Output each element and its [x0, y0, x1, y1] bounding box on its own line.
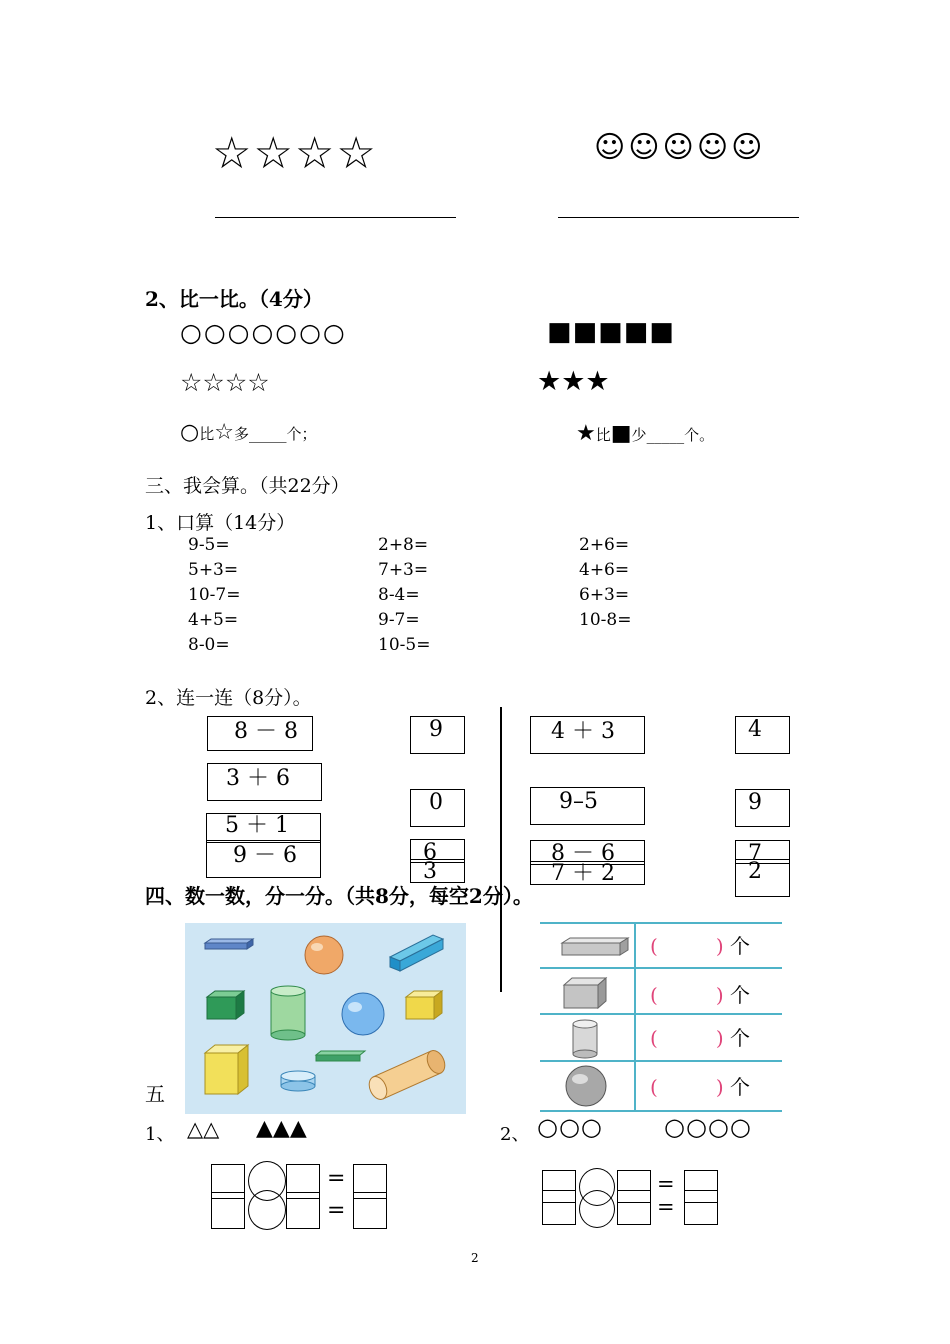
count-row: ( ) 个	[650, 983, 750, 1007]
number-box[interactable]: 7	[735, 840, 790, 864]
divider	[500, 707, 502, 992]
q2-number: 2、	[500, 1124, 530, 1145]
calc: 2+8=	[378, 535, 429, 555]
operator-oval[interactable]	[248, 1190, 286, 1230]
number-box[interactable]: 9	[410, 716, 465, 754]
answer-line-left	[215, 217, 456, 218]
number-box[interactable]: 3	[410, 859, 465, 883]
expr-box[interactable]: 3 ＋ 6	[207, 763, 322, 801]
calc: 2+6=	[579, 535, 630, 555]
number-box[interactable]: 9	[735, 789, 790, 827]
expr-box[interactable]: 4 ＋ 3	[530, 716, 645, 754]
smiley-row: ☺☺☺☺☺	[594, 130, 766, 165]
section5-label: 五	[145, 1082, 165, 1106]
answer-box[interactable]	[211, 1192, 245, 1229]
circles-group-2: ○○○○	[664, 1113, 752, 1141]
circle-row: ○○○○○○○	[180, 318, 347, 347]
star-icon: ☆	[214, 420, 234, 445]
circles-group-1: ○○○	[537, 1113, 603, 1141]
square-icon: ■	[610, 421, 632, 446]
calc: 6+3=	[579, 585, 630, 605]
answer-line-right	[558, 217, 799, 218]
calc: 5+3=	[188, 560, 239, 580]
calc: 9-7=	[378, 610, 420, 630]
count-row: ( ) 个	[650, 1075, 750, 1099]
blank[interactable]: _____	[248, 425, 287, 443]
answer-box[interactable]	[353, 1192, 387, 1229]
matching-title: 2、连一连（8分）。	[145, 687, 312, 709]
calc: 4+5=	[188, 610, 239, 630]
equals-sign: =	[327, 1198, 346, 1223]
calc: 8-0=	[188, 635, 230, 655]
q1-number: 1、	[145, 1124, 175, 1145]
compare-question-left: ○比☆多_____个；	[180, 420, 317, 445]
number-box[interactable]: 6	[410, 839, 465, 863]
hollow-star-row: ☆☆☆☆	[180, 368, 270, 397]
calc: 10-7=	[188, 585, 241, 605]
equals-sign: =	[657, 1195, 675, 1219]
shapes-picture	[185, 923, 466, 1114]
number-box[interactable]: 2	[735, 859, 790, 897]
number-box[interactable]: 0	[410, 789, 465, 827]
calc: 8-4=	[378, 585, 420, 605]
count-row: ( ) 个	[650, 1026, 750, 1050]
filled-triangles: ▲▲▲	[256, 1116, 307, 1141]
section4-title: 四、数一数，分一分。（共8分，每空2分）。	[145, 884, 533, 908]
expr-box[interactable]: 5 ＋ 1	[206, 813, 321, 843]
count-row: ( ) 个	[650, 934, 750, 958]
operator-oval[interactable]	[579, 1190, 615, 1228]
mental-math-title: 1、口算（14分）	[145, 512, 296, 534]
expr-box[interactable]: 9–5	[530, 787, 645, 825]
filled-star-icon: ★	[576, 421, 596, 446]
expr-box[interactable]: 9 － 6	[206, 840, 321, 878]
calc: 10-5=	[378, 635, 431, 655]
equals-sign: =	[657, 1172, 675, 1196]
square-row: ■■■■■	[547, 317, 675, 347]
compare-question-right: ★比■少_____个。	[576, 421, 715, 446]
page-number: 2	[471, 1251, 479, 1265]
expr-box[interactable]: 8 － 6	[530, 840, 645, 865]
answer-box[interactable]	[684, 1190, 718, 1225]
calc: 10-8=	[579, 610, 632, 630]
expr-box[interactable]: 7 ＋ 2	[530, 861, 645, 885]
answer-box[interactable]	[286, 1192, 320, 1229]
calc: 7+3=	[378, 560, 429, 580]
hollow-triangles: △△	[187, 1117, 220, 1141]
blank[interactable]: _____	[646, 426, 685, 444]
filled-star-row: ★★★	[537, 366, 610, 397]
number-box[interactable]: 4	[735, 716, 790, 754]
section3-title: 三、我会算。（共22分）	[145, 475, 350, 497]
expr-box[interactable]: 8 － 8	[207, 716, 313, 751]
calc: 9-5=	[188, 535, 230, 555]
answer-box[interactable]	[542, 1190, 576, 1225]
calc: 4+6=	[579, 560, 630, 580]
star-row: ☆☆☆☆	[212, 128, 378, 179]
answer-box[interactable]	[617, 1190, 651, 1225]
compare-title: 2、比一比。（4分）	[145, 287, 323, 311]
circle-icon: ○	[180, 420, 200, 445]
equals-sign: =	[327, 1166, 346, 1191]
